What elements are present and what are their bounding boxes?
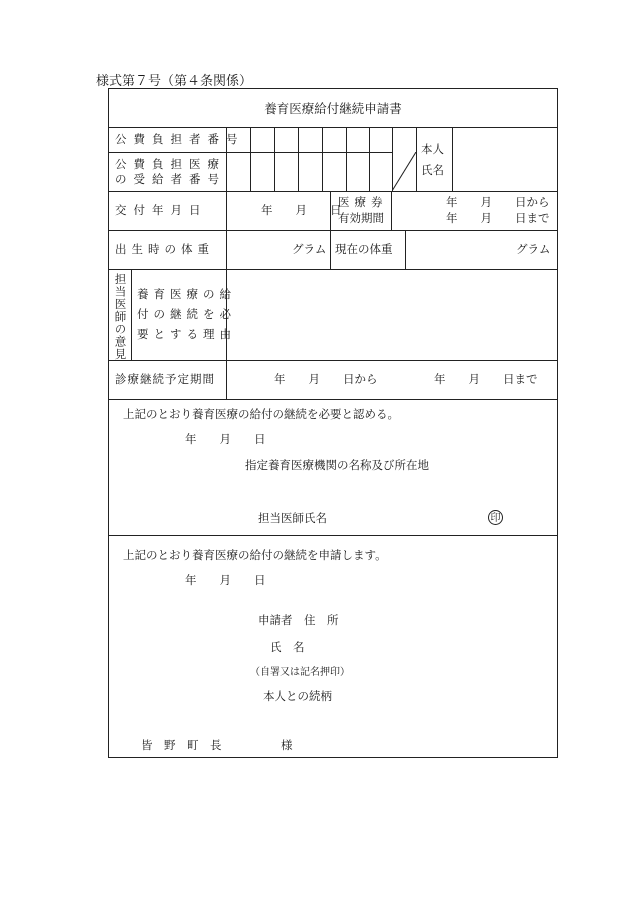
form-title: 養育医療給付継続申請書 — [264, 101, 402, 116]
col-line — [250, 127, 251, 191]
birth-weight-unit: グラム — [292, 242, 327, 256]
col-line — [274, 127, 275, 191]
col-line — [452, 127, 453, 191]
col-line — [391, 191, 392, 230]
diagonal-slash — [392, 152, 416, 191]
doctor-name-label: 担当医師氏名 — [258, 511, 327, 525]
relation-label: 本人との続柄 — [263, 689, 332, 703]
planned-to: 年 月 日まで — [434, 372, 538, 386]
current-weight-label: 現在の体重 — [335, 242, 393, 256]
col-line — [405, 230, 406, 269]
col-line — [322, 127, 323, 191]
recipient-number-label-1: 公費負担医療 — [115, 157, 226, 171]
col-line — [330, 230, 331, 269]
addressee: 皆 野 町 長 — [141, 738, 222, 752]
form-number: 様式第７号（第４条関係） — [96, 74, 253, 89]
validity-label-2: 有効期間 — [338, 211, 384, 225]
recipient-number-label-2: の受給者番号 — [115, 172, 226, 186]
issue-date-value: 年 月 日 — [261, 203, 342, 217]
doctor-statement: 上記のとおり養育医療の給付の継続を必要と認める。 — [123, 407, 399, 421]
planned-from: 年 月 日から — [274, 372, 378, 386]
application-form — [108, 88, 558, 758]
col-line — [131, 269, 132, 360]
sama-honorific: 様 — [281, 738, 293, 752]
validity-from: 年 月 日から — [446, 195, 550, 209]
planned-period-label: 診療継続予定期間 — [115, 372, 215, 386]
row-line — [109, 127, 557, 128]
current-weight-unit: グラム — [516, 242, 551, 256]
person-label-2: 氏名 — [421, 163, 444, 177]
col-line — [416, 127, 417, 191]
row-line — [109, 230, 557, 231]
row-line — [109, 399, 557, 400]
applicant-name-label: 氏 名 — [270, 640, 305, 654]
person-label-1: 本人 — [421, 142, 444, 156]
col-line — [226, 127, 227, 399]
public-payer-number-label: 公費負担者番号 — [115, 132, 245, 146]
doctor-date: 年 月 日 — [185, 432, 266, 446]
reason-label-3: 要とする理由 — [137, 327, 236, 341]
validity-to: 年 月 日まで — [446, 211, 550, 225]
row-line — [109, 191, 557, 192]
applicant-statement: 上記のとおり養育医療の給付の継続を申請します。 — [123, 548, 387, 562]
reason-label-1: 養育医療の給 — [137, 287, 236, 301]
issue-date-label: 交付年月日 — [115, 203, 208, 217]
applicant-date: 年 月 日 — [185, 573, 266, 587]
reason-label-2: 付の継続を必 — [137, 307, 236, 321]
row-line — [109, 269, 557, 270]
doctor-opinion-label: 担当医師の意見 — [113, 273, 128, 361]
seal-icon: 印 — [488, 510, 503, 525]
applicant-address-label: 申請者 住 所 — [258, 613, 339, 627]
row-line — [109, 360, 557, 361]
signature-note: （自署又は記名押印） — [250, 667, 350, 678]
birth-weight-label: 出生時の体重 — [115, 242, 214, 256]
col-line — [369, 127, 370, 191]
col-line — [298, 127, 299, 191]
validity-label-1: 医療券 — [338, 195, 388, 209]
col-line — [346, 127, 347, 191]
row-line — [109, 535, 557, 536]
institution-label: 指定養育医療機関の名称及び所在地 — [245, 458, 429, 472]
